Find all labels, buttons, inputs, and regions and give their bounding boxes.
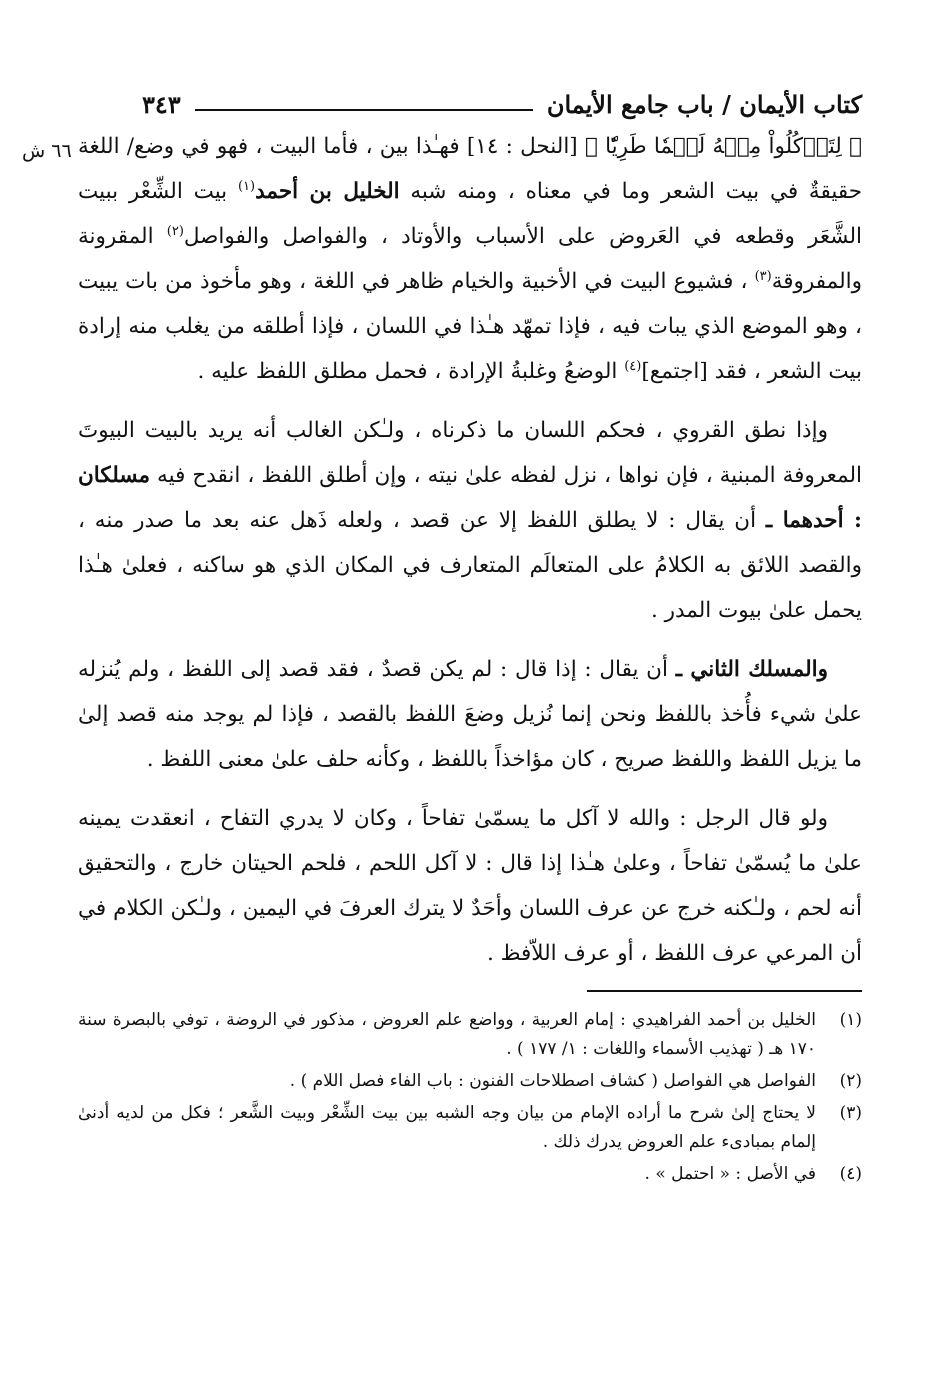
paragraph [78,124,862,394]
header-rule [195,109,533,111]
text-segment: ﴿ لِتَأۡكُلُواْ مِنۡهُ لَحۡمٗا طَرِيّٗا ﴾ [النحل : ١٤] فهـٰذا بين ، فأما البيت ، فهو في وضع/ اللغة حقيقةٌ في بيت الشعر وما في معناه ، ومنه شبه [78,134,862,204]
main-text [78,124,862,976]
text-segment: بيت الشِّعْر ببيت الشَّعَر وقطعه في العَروض على الأسباب والأوتاد ، والفواصل والفواصل [78,179,862,249]
margin-reference: ٦٦ ش [22,140,72,162]
footnote-text: في الأصل : « احتمل » . [644,1164,816,1184]
footnote-marker: (٣) [754,268,772,284]
text-segment: أن يقال : إذا قال : لم يكن قصدٌ ، فقد قصد إلى اللفظ ، ولم يُنزله علىٰ شيء فأُخذ باللفظ ونحن إنما نُزيل وضعَ اللفظ بالقصد ، فإذا لم يوجد منه قصد إلىٰ ما يزيل اللفظ واللفظ صريح ، كان مؤاخذاً باللفظ ، وكأنه حلف علىٰ معنى اللفظ . [78,657,862,772]
footnote [78,1067,862,1096]
paragraph [78,647,862,782]
text-segment: أن يقال : لا يطلق اللفظ إلا عن قصد ، ولعله ذَهل عنه بعد ما صدر منه ، والقصد اللائق به الكلامُ على المتعالَم المتعارف في المكان الذي هو ساكنه ، فعلىٰ هـٰذا يحمل علىٰ بيوت المدر . [78,508,862,623]
paragraph [78,408,862,633]
text-segment: المقرونة والمفروقة [78,224,862,294]
footnote-marker: (٤) [624,358,642,374]
footnote-number: (٣) [839,1103,862,1123]
bold-term: والمسلك الثاني ـ [675,657,828,682]
footnote [78,1099,862,1157]
footnote-number: (١) [839,1010,862,1030]
footnote-separator [587,990,862,992]
text-segment: الوضعُ وغلبةُ الإرادة ، فحمل مطلق اللفظ عليه . [197,359,625,384]
footnote-marker: (١) [237,178,256,194]
page [78,84,862,1192]
bold-term: الخليل بن أحمد [255,179,400,204]
footnote-text: لا يحتاج إلىٰ شرح ما أراده الإمام من بيان وجه الشبه بين بيت الشِّعْر وبيت الشَّعر ؛ فكل من لديه أدنىٰ إلمام بمبادىء علم العروض يدرك ذلك . [78,1103,816,1152]
bold-term: مسلكان : أحدهما ـ [78,463,862,533]
footnote-marker: (٢) [166,223,184,239]
footnote-text: الخليل بن أحمد الفراهيدي : إمام العربية ، وواضع علم العروض ، مذكور في الروضة ، توفي بالبصرة سنة ١٧٠ هـ ( تهذيب الأسماء واللغات : ١/ ١٧٧ ) . [78,1010,816,1059]
footnotes [78,1006,862,1189]
footnote [78,1006,862,1064]
footnote-text: الفواصل هي الفواصل ( كشاف اصطلاحات الفنون : باب الفاء فصل اللام ) . [289,1071,816,1091]
header-title: كتاب الأيمان / باب جامع الأيمان [546,89,862,119]
footnote [78,1160,862,1189]
footnote-number: (٢) [839,1071,862,1091]
paragraph [78,796,862,976]
footnote-number: (٤) [839,1164,862,1184]
text-segment: ، فشيوع البيت في الأخبية والخيام ظاهر في اللغة ، وهو مأخوذ من بات يبيت ، وهو الموضع الذي يبات فيه ، فإذا تمهّد هـٰذا في اللسان ، فإذا أطلقه من يغلب منه إرادة بيت الشعر ، فقد [اجتمع] [78,269,862,384]
text-segment: وإذا نطق القروي ، فحكم اللسان ما ذكرناه ، ولـٰكن الغالب أنه يريد بالبيت البيوتَ المعروفة المبنية ، فإن نواها ، نزل لفظه علىٰ نيته ، وإن أطلق اللفظ ، انقدح فيه [78,418,862,488]
page-number: ٣٤٣ [142,89,181,119]
text-segment: ولو قال الرجل : والله لا آكل ما يسمّىٰ تفاحاً ، وكان لا يدري التفاح ، انعقدت يمينه علىٰ ما يُسمّىٰ تفاحاً ، وعلىٰ هـٰذا إذا قال : لا آكل اللحم ، فلحم الحيتان خارج ، والتحقيق أنه لحم ، ولـٰكنه خرج عن عرف اللسان وأحَدٌ لا يترك العرفَ في اليمين ، ولـٰكن الكلام في أن المرعي عرف اللفظ ، أو عرف اللاّفظ . [78,806,862,966]
running-header [78,84,862,124]
